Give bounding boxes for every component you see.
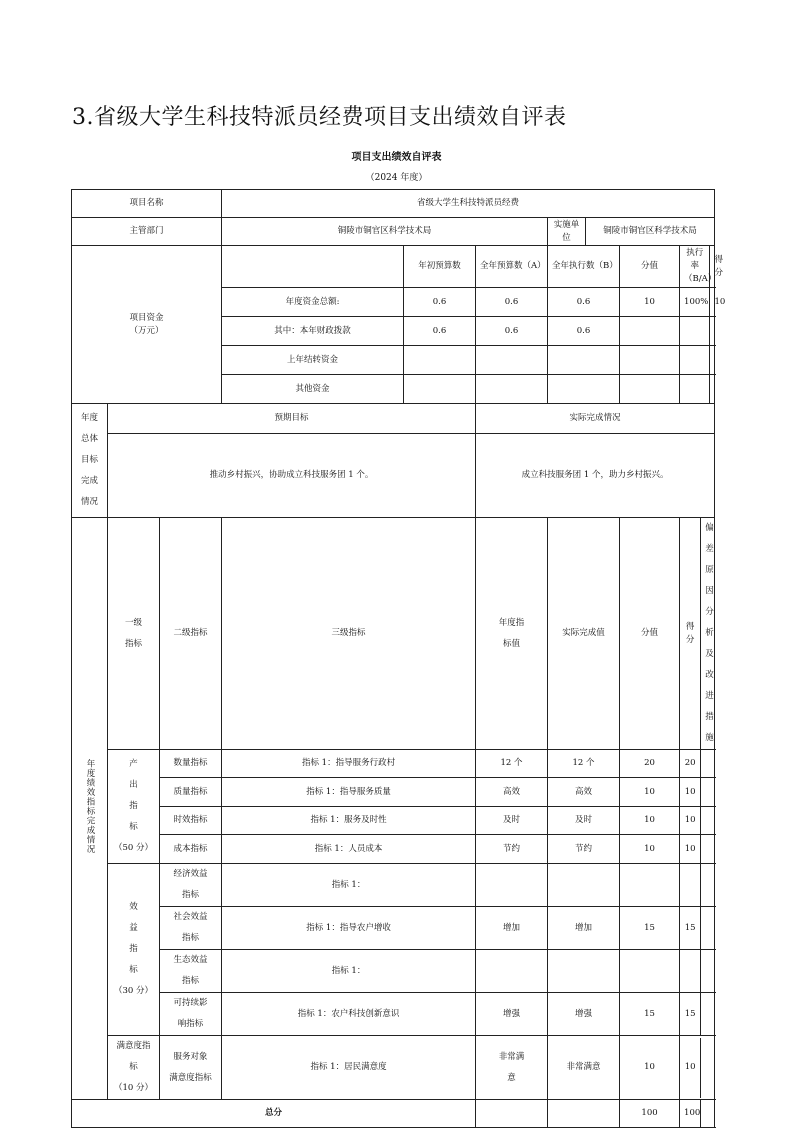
level2-cell: 成本指标	[160, 835, 222, 864]
satisfaction-group-label: 满意度指 标 （10 分）	[108, 1036, 160, 1100]
target-cell: 及时	[476, 807, 548, 835]
level3-cell: 指标 1：人员成本	[222, 835, 476, 864]
header-annual-budget: 全年预算数（A）	[476, 246, 548, 288]
actual-cell	[548, 864, 620, 907]
header-level1: 一级 指标	[108, 518, 160, 750]
table-title: 项目支出绩效自评表	[351, 152, 442, 163]
header-level3: 三级指标	[222, 518, 476, 750]
goals-content-row	[72, 434, 715, 518]
level2-cell: 时效指标	[160, 807, 222, 835]
target-cell: 高效	[476, 778, 548, 807]
expected-goal-label: 预期目标	[108, 404, 476, 434]
funds-carryover-label: 上年结转资金	[222, 346, 404, 375]
score-cell: 20	[680, 750, 701, 777]
score-cell: 10	[680, 778, 701, 806]
funds-fiscal-annual: 0.6	[476, 317, 548, 346]
value-cell	[620, 864, 680, 907]
header-target: 年度指 标值	[476, 518, 548, 750]
score-cell: 15	[680, 907, 701, 949]
performance-table	[71, 189, 726, 1128]
department-row	[72, 218, 715, 246]
indicator-row	[72, 835, 715, 864]
indicator-row	[72, 1036, 715, 1100]
indicator-row	[72, 750, 715, 778]
goals-side-label: 年度 总体 目标 完成 情况	[72, 404, 108, 518]
actual-cell: 及时	[548, 807, 620, 835]
level3-cell: 指标 1：指导服务质量	[222, 778, 476, 807]
funds-fiscal-executed: 0.6	[548, 317, 620, 346]
output-group-label: 产 出 指 标 （50 分）	[108, 750, 160, 864]
header-execution-rate: 执行率 （B/A）	[680, 246, 710, 287]
project-name-row	[72, 190, 715, 218]
target-cell	[476, 864, 548, 907]
level2-cell: 生态效益 指标	[160, 950, 222, 993]
total-value: 100	[620, 1100, 680, 1128]
total-label: 总分	[72, 1100, 476, 1128]
value-cell: 15	[620, 907, 680, 950]
target-cell: 增加	[476, 907, 548, 950]
header-perf-score-value: 分值	[620, 518, 680, 750]
indicator-row	[72, 807, 715, 835]
funds-total-label: 年度资金总额:	[222, 288, 404, 317]
funds-total-annual: 0.6	[476, 288, 548, 317]
table-year: （2024 年度）	[365, 173, 428, 183]
level3-cell: 指标 1：指导农户增收	[222, 907, 476, 950]
goals-header-row	[72, 404, 715, 434]
funds-fiscal-initial: 0.6	[404, 317, 476, 346]
level2-cell: 质量指标	[160, 778, 222, 807]
level3-cell: 指标 1：指导服务行政村	[222, 750, 476, 778]
dept-value: 铜陵市铜官区科学技术局	[222, 218, 548, 246]
indicators-header-row	[72, 518, 715, 750]
target-cell: 12 个	[476, 750, 548, 778]
funds-total-rate: 100%	[680, 288, 710, 316]
score-cell: 10	[680, 1038, 701, 1098]
header-deviation: 偏差原因分析及改进 措施	[705, 523, 714, 743]
value-cell: 10	[620, 807, 680, 835]
header-score-value: 分值	[620, 246, 680, 288]
performance-side-label: 年度绩效指标完成情况	[72, 518, 108, 1100]
funds-total-initial: 0.6	[404, 288, 476, 317]
level3-cell: 指标 1：	[222, 950, 476, 993]
header-perf-score: 得分	[680, 518, 701, 749]
header-score: 得分	[714, 254, 723, 278]
level3-cell: 指标 1：	[222, 864, 476, 907]
level2-cell: 可持续影 响指标	[160, 993, 222, 1036]
target-cell: 增强	[476, 993, 548, 1036]
funds-header-row	[72, 246, 715, 288]
level3-cell: 指标 1：农户科技创新意识	[222, 993, 476, 1036]
actual-cell	[548, 950, 620, 993]
value-cell: 15	[620, 993, 680, 1036]
indicator-row	[72, 993, 715, 1036]
actual-cell: 12 个	[548, 750, 620, 778]
actual-goal-label: 实际完成情况	[476, 404, 715, 434]
indicator-row	[72, 864, 715, 907]
value-cell	[620, 950, 680, 993]
total-row	[72, 1100, 715, 1128]
funds-total-score-value: 10	[620, 288, 680, 317]
unit-label: 实施单位	[548, 218, 586, 246]
header-actual: 实际完成值	[548, 518, 620, 750]
page-heading: 3.省级大学生科技特派员经费项目支出绩效自评表	[72, 105, 567, 130]
score-cell: 10	[680, 807, 701, 834]
actual-cell: 高效	[548, 778, 620, 807]
actual-cell: 增强	[548, 993, 620, 1036]
score-cell	[680, 864, 701, 906]
indicator-row	[72, 778, 715, 807]
target-cell: 非常满 意	[476, 1036, 548, 1100]
actual-cell: 非常满意	[548, 1036, 620, 1100]
funds-fiscal-label: 其中：本年财政拨款	[222, 317, 404, 346]
funds-other-label: 其他资金	[222, 375, 404, 404]
value-cell: 10	[620, 1036, 680, 1100]
level2-cell: 数量指标	[160, 750, 222, 778]
score-cell: 10	[680, 835, 701, 863]
header-level2: 二级指标	[160, 518, 222, 750]
actual-cell: 增加	[548, 907, 620, 950]
value-cell: 10	[620, 835, 680, 864]
total-score: 100	[680, 1100, 701, 1127]
indicator-row	[72, 907, 715, 950]
project-name: 省级大学生科技特派员经费	[222, 190, 715, 218]
funds-total-score: 10	[714, 296, 726, 307]
value-cell: 20	[620, 750, 680, 778]
actual-cell: 节约	[548, 835, 620, 864]
level3-cell: 指标 1：服务及时性	[222, 807, 476, 835]
header-executed: 全年执行数（B）	[548, 246, 620, 288]
expected-goal-text: 推动乡村振兴，协助成立科技服务团 1 个。	[108, 434, 476, 518]
funds-label: 项目资金 （万元）	[72, 246, 222, 404]
dept-label: 主管部门	[72, 218, 222, 246]
indicator-row	[72, 950, 715, 993]
level3-cell: 指标 1：居民满意度	[222, 1036, 476, 1100]
project-name-label: 项目名称	[72, 190, 222, 218]
target-cell	[476, 950, 548, 993]
unit-value: 铜陵市铜官区科学技术局	[586, 218, 715, 246]
header-initial-budget: 年初预算数	[404, 246, 476, 288]
level2-cell: 社会效益 指标	[160, 907, 222, 950]
score-cell	[680, 950, 701, 992]
level2-cell: 经济效益 指标	[160, 864, 222, 907]
actual-goal-text: 成立科技服务团 1 个，助力乡村振兴。	[476, 434, 715, 518]
score-cell: 15	[680, 993, 701, 1035]
value-cell: 10	[620, 778, 680, 807]
level2-cell: 服务对象 满意度指标	[160, 1036, 222, 1100]
funds-total-executed: 0.6	[548, 288, 620, 317]
target-cell: 节约	[476, 835, 548, 864]
benefit-group-label: 效 益 指 标 （30 分）	[108, 864, 160, 1036]
